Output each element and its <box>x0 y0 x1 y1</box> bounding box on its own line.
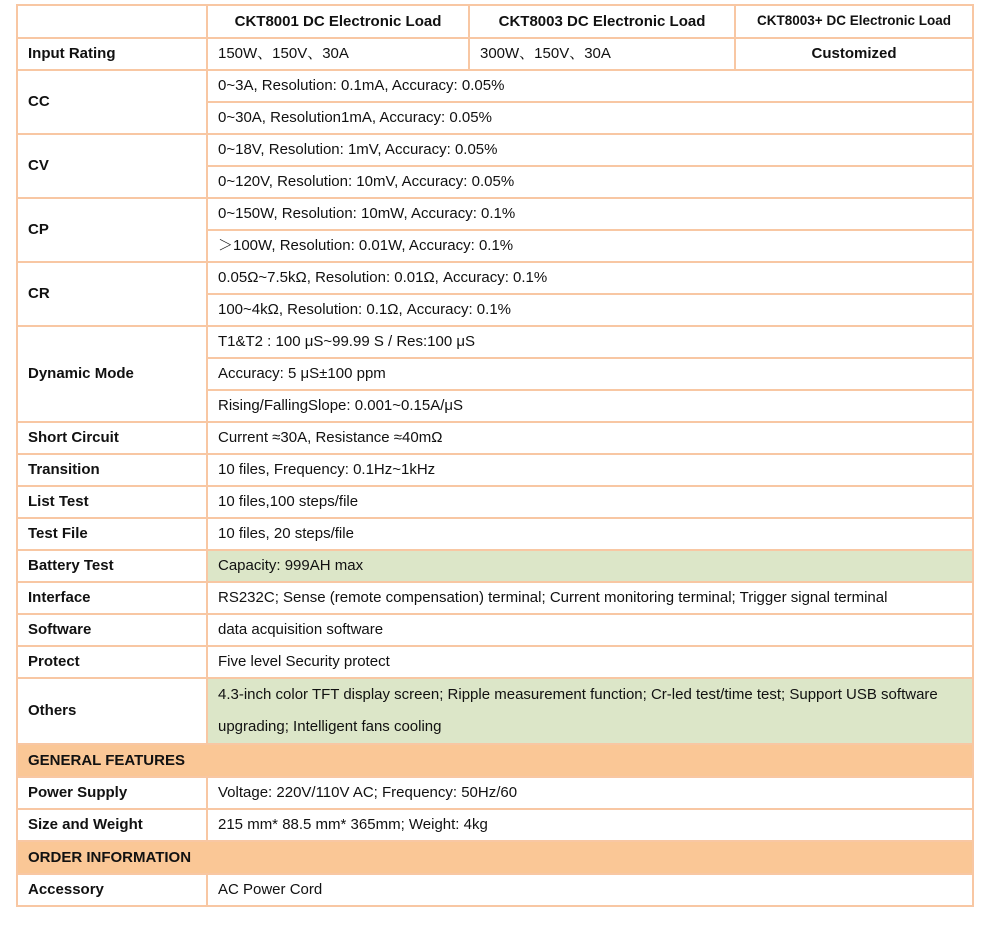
cv-row-1 <box>17 134 973 166</box>
size-weight-value: 215 mm* 88.5 mm* 365mm; Weight: 4kg <box>207 809 973 841</box>
accessory-label: Accessory <box>17 874 207 906</box>
size-weight-label: Size and Weight <box>17 809 207 841</box>
general-features-header-row <box>17 744 973 777</box>
dynamic-row-1 <box>17 326 973 358</box>
cc-line-2: 0~30A, Resolution1mA, Accuracy: 0.05% <box>207 102 973 134</box>
input-rating-ckt8003: 300W、150V、30A <box>469 38 735 70</box>
interface-row <box>17 582 973 614</box>
input-rating-ckt8003-plus: Customized <box>735 38 973 70</box>
software-value: data acquisition software <box>207 614 973 646</box>
software-row <box>17 614 973 646</box>
cv-label: CV <box>17 134 207 198</box>
others-label: Others <box>17 678 207 744</box>
size-weight-row <box>17 809 973 841</box>
general-features-title: GENERAL FEATURES <box>17 744 973 777</box>
accessory-value: AC Power Cord <box>207 874 973 906</box>
order-information-title: ORDER INFORMATION <box>17 841 973 874</box>
cp-line-2: ＞100W, Resolution: 0.01W, Accuracy: 0.1% <box>207 230 973 262</box>
list-test-value: 10 files,100 steps/file <box>207 486 973 518</box>
battery-test-label: Battery Test <box>17 550 207 582</box>
header-corner-cell <box>17 5 207 38</box>
input-rating-label: Input Rating <box>17 38 207 70</box>
short-circuit-value: Current ≈30A, Resistance ≈40mΩ <box>207 422 973 454</box>
cp-label: CP <box>17 198 207 262</box>
header-ckt8003-plus: CKT8003+ DC Electronic Load <box>735 5 973 38</box>
cr-line-1: 0.05Ω~7.5kΩ, Resolution: 0.01Ω, Accuracy: 0.1% <box>207 262 973 294</box>
dynamic-line-1: T1&T2 : 100 μS~99.99 S / Res:100 μS <box>207 326 973 358</box>
dynamic-mode-label: Dynamic Mode <box>17 326 207 422</box>
cc-line-1: 0~3A, Resolution: 0.1mA, Accuracy: 0.05% <box>207 70 973 102</box>
transition-label: Transition <box>17 454 207 486</box>
cp-line-1: 0~150W, Resolution: 10mW, Accuracy: 0.1% <box>207 198 973 230</box>
header-ckt8001: CKT8001 DC Electronic Load <box>207 5 469 38</box>
test-file-value: 10 files, 20 steps/file <box>207 518 973 550</box>
cc-row-1 <box>17 70 973 102</box>
cr-line-2: 100~4kΩ, Resolution: 0.1Ω, Accuracy: 0.1% <box>207 294 973 326</box>
battery-test-row <box>17 550 973 582</box>
accessory-row <box>17 874 973 906</box>
power-supply-value: Voltage: 220V/110V AC; Frequency: 50Hz/60 <box>207 777 973 809</box>
dynamic-line-2: Accuracy: 5 μS±100 ppm <box>207 358 973 390</box>
cr-label: CR <box>17 262 207 326</box>
short-circuit-row <box>17 422 973 454</box>
interface-label: Interface <box>17 582 207 614</box>
transition-row <box>17 454 973 486</box>
header-ckt8003: CKT8003 DC Electronic Load <box>469 5 735 38</box>
cp-row-1 <box>17 198 973 230</box>
interface-value: RS232C; Sense (remote compensation) terminal; Current monitoring terminal; Trigger signal terminal <box>207 582 973 614</box>
cv-line-1: 0~18V, Resolution: 1mV, Accuracy: 0.05% <box>207 134 973 166</box>
short-circuit-label: Short Circuit <box>17 422 207 454</box>
list-test-row <box>17 486 973 518</box>
transition-value: 10 files, Frequency: 0.1Hz~1kHz <box>207 454 973 486</box>
power-supply-row <box>17 777 973 809</box>
spec-table <box>16 4 974 907</box>
protect-row <box>17 646 973 678</box>
header-row <box>17 5 973 38</box>
cc-label: CC <box>17 70 207 134</box>
cr-row-1 <box>17 262 973 294</box>
power-supply-label: Power Supply <box>17 777 207 809</box>
list-test-label: List Test <box>17 486 207 518</box>
cv-line-2: 0~120V, Resolution: 10mV, Accuracy: 0.05% <box>207 166 973 198</box>
test-file-row <box>17 518 973 550</box>
input-rating-ckt8001: 150W、150V、30A <box>207 38 469 70</box>
protect-label: Protect <box>17 646 207 678</box>
others-row <box>17 678 973 744</box>
input-rating-row <box>17 38 973 70</box>
protect-value: Five level Security protect <box>207 646 973 678</box>
others-value: 4.3-inch color TFT display screen; Ripple measurement function; Cr-led test/time test; Support USB software upgrading; Intelligent fans cooling <box>207 678 973 744</box>
software-label: Software <box>17 614 207 646</box>
battery-test-value: Capacity: 999AH max <box>207 550 973 582</box>
test-file-label: Test File <box>17 518 207 550</box>
dynamic-line-3: Rising/FallingSlope: 0.001~0.15A/μS <box>207 390 973 422</box>
order-information-header-row <box>17 841 973 874</box>
